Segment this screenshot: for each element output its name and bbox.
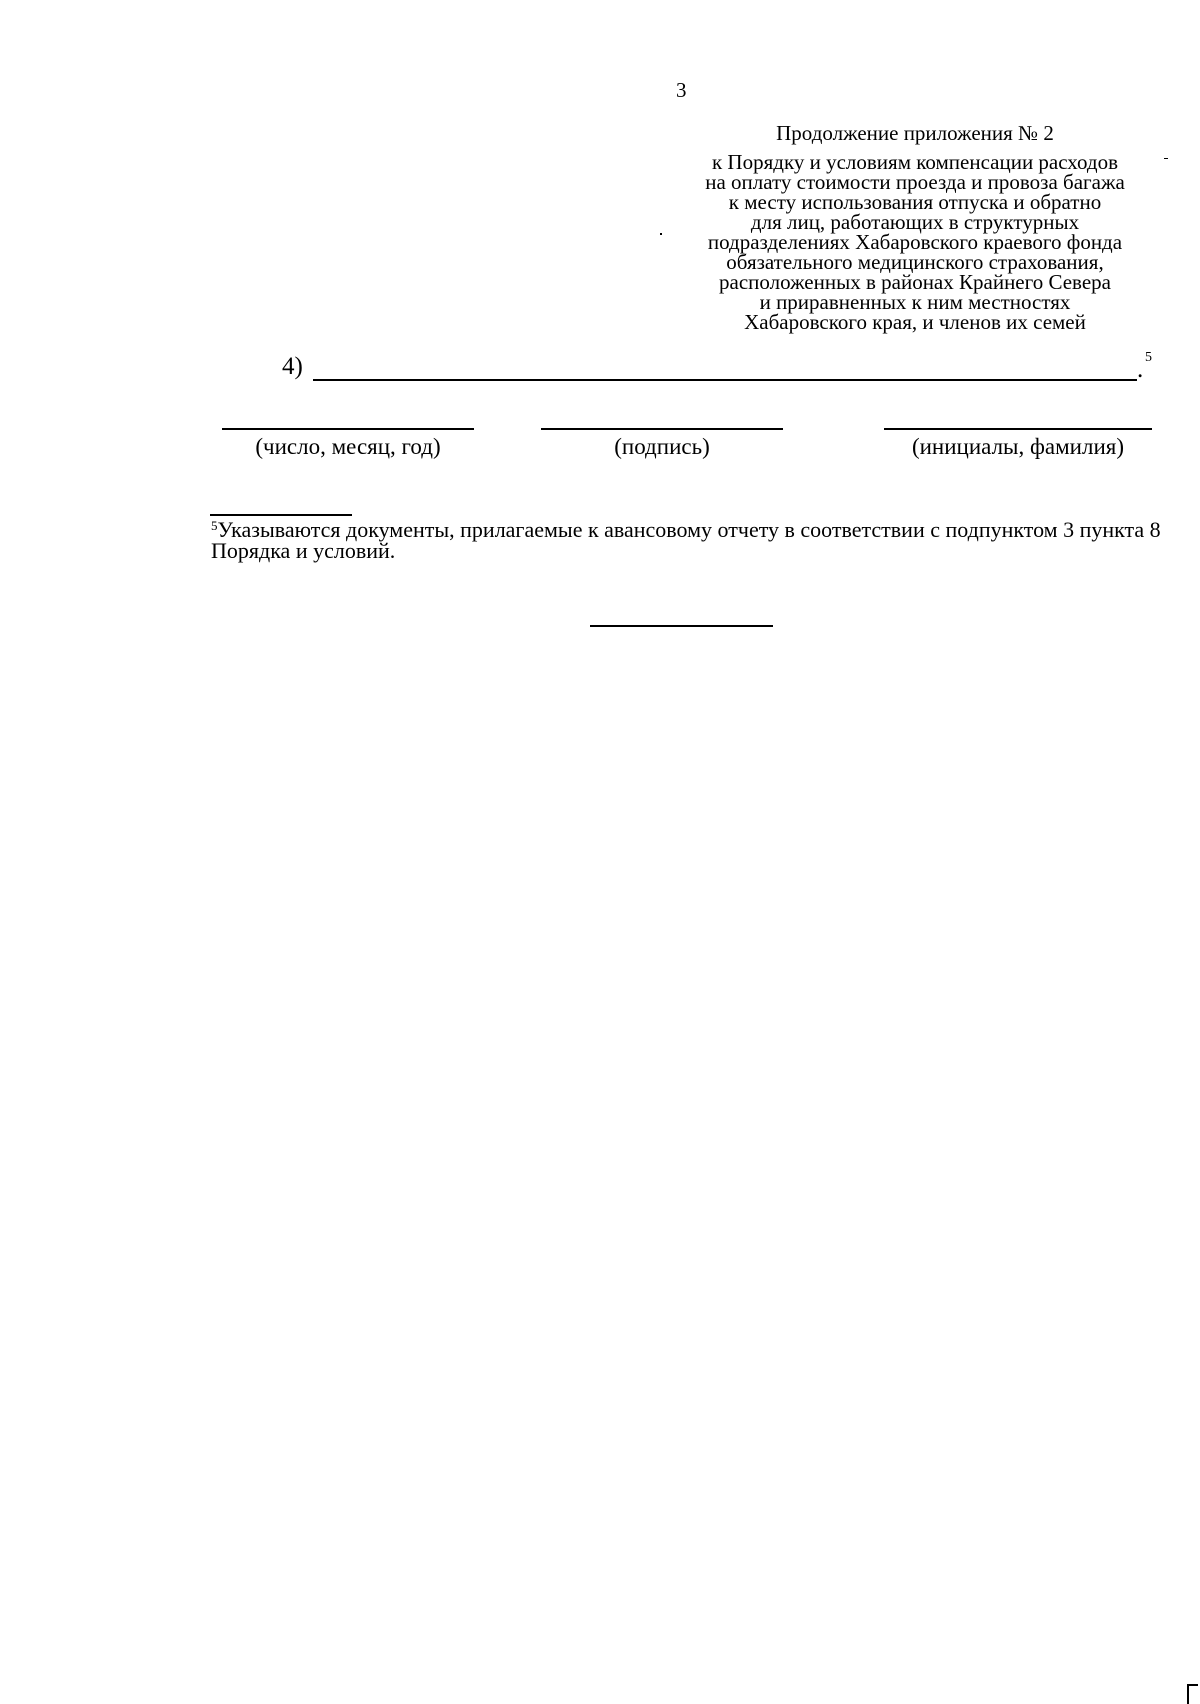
- name-line: [884, 428, 1152, 430]
- page-number: 3: [676, 78, 687, 102]
- appendix-line: к месту использования отпуска и обратно: [728, 190, 1102, 214]
- scan-speck: [660, 233, 662, 235]
- appendix-line: и приравненных к ним местностях: [759, 290, 1071, 314]
- appendix-title: Продолжение приложения № 2: [776, 121, 1054, 145]
- appendix-line: расположенных в районах Крайнего Севера: [719, 270, 1111, 294]
- footnote-mark: 5: [211, 518, 218, 533]
- document-end-rule: [590, 625, 773, 627]
- date-line: [222, 428, 474, 430]
- item-end-punctuation: .: [1137, 356, 1144, 383]
- page-corner-mark: [1187, 1684, 1198, 1704]
- appendix-line: к Порядку и условиям компенсации расходов: [711, 150, 1118, 174]
- name-label: (инициалы, фамилия): [911, 434, 1125, 459]
- appendix-line: на оплату стоимости проезда и провоза багажа: [705, 170, 1125, 194]
- appendix-line: для лиц, работающих в структурных: [750, 210, 1080, 234]
- document-item-row: [282, 350, 1152, 386]
- appendix-line: обязательного медицинского страхования,: [726, 250, 1104, 274]
- appendix-line: Хабаровского края, и членов их семей: [744, 310, 1086, 334]
- item-number: 4): [282, 353, 303, 380]
- footnote: [211, 519, 1171, 561]
- footnote-separator: [210, 514, 352, 516]
- scan-speck: [1164, 158, 1168, 159]
- footnote-text: Указываются документы, прилагаемые к авансовому отчету в соответствии с подпунктом 3 пункта 8 Порядка и условий.: [211, 517, 1161, 563]
- name-field: [884, 428, 1152, 468]
- signature-label: (подпись): [614, 434, 710, 459]
- signature-field: [541, 428, 783, 468]
- date-label: (число, месяц, год): [255, 434, 441, 459]
- footnote-reference: 5: [1145, 350, 1152, 365]
- item-blank-line: [313, 379, 1137, 381]
- signature-line: [541, 428, 783, 430]
- appendix-line: подразделениях Хабаровского краевого фонда: [707, 230, 1123, 254]
- date-field: [222, 428, 474, 468]
- appendix-header: [650, 122, 1180, 332]
